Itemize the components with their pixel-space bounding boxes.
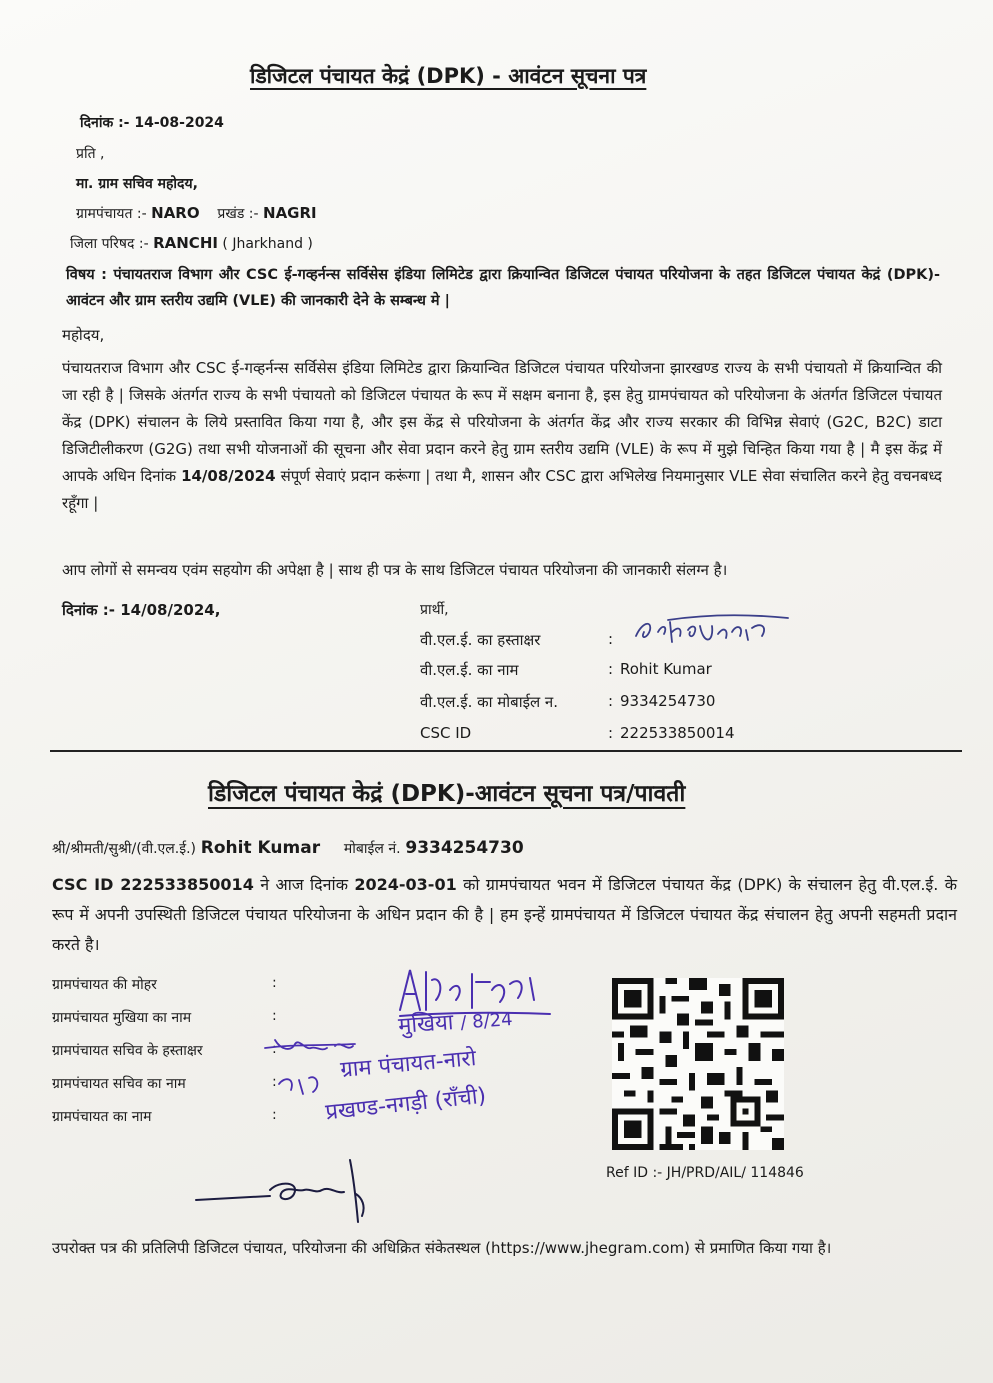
body-text-pre: पंचायतराज विभाग और CSC ई-गव्हर्नन्स सर्विसेस इंडिया लिमिटेड द्वारा क्रियान्वित डिजिटल पंचायत परियोजना झारखण्ड राज्य के सभी पंचायतो में क्रियान्वित की जा रही है | जिसके अंतर्गत राज्य के सभी पंचायतो को डिजिटल पंचायत के रूप में सक्षम बनाना है, इस हेतु ग्रामपंचायत को परियोजना के अंतर्गत डिजिटल पंचायत केंद्र (DPK) संचालन के लिये प्रस्तावित किया गया है, और इस केंद्र से परियोजना के अंतर्गत केंद्र और राज्य सरकार की विभिन्न सेवाएं (G2C, B2C) डाटा डिजिटीलीकरण (G2G) तथा सभी योजनाओं की सूचना और सेवा प्रदान करने हेतु ग्राम स्तरीय उद्यमि (VLE) के रूप में मुझे चिन्हित किया गया है | मै इस केंद्र में आपके अधिन दिनांक	[62, 359, 942, 485]
block-label: प्रखंड :-	[217, 206, 259, 222]
receipt-vle-line	[52, 838, 524, 858]
vle-mobile-label: वी.एल.ई. का मोबाईल न.	[420, 693, 559, 711]
section-divider	[50, 750, 962, 752]
secretary-signature-top	[255, 1028, 405, 1108]
letter-title: डिजिटल पंचायत केद्रं (DPK) - आवंटन सूचना पत्र	[250, 64, 647, 88]
footer-note: उपरोक्त पत्र की प्रतिलिपी डिजिटल पंचायत, परियोजना की अधिक्रित संकेतस्थल (https://www.jhegram.com) से प्रमाणित किया गया है।	[52, 1239, 832, 1257]
body-paragraph	[62, 355, 942, 517]
vle-name-label: वी.एल.ई. का नाम	[420, 661, 519, 679]
salutation: महोदय,	[62, 326, 105, 344]
receipt-text-a: ने आज दिनांक	[260, 875, 348, 894]
stamp-line-3: प्रखण्ड-नगड़ी (राँची)	[324, 1083, 488, 1126]
signoff-date: दिनांक :- 14/08/2024,	[62, 601, 221, 619]
state: ( Jharkhand )	[222, 236, 313, 252]
honorific: श्री/श्रीमती/सुश्री/(वी.एल.ई.)	[52, 841, 196, 857]
vle-mobile-value: 9334254730	[620, 692, 716, 710]
vle-signature-label: वी.एल.ई. का हस्ताक्षर	[420, 631, 541, 649]
block-value: NAGRI	[263, 204, 317, 222]
receipt-text-b: को ग्रामपंचायत भवन में डिजिटल पंचायत केंद्र (DPK) के संचालन हेतु वी.एल.ई. के रूप में अपनी उपस्थिती डिजिटल पंचायत परियोजना के अधिन प्रदान की है | हम इन्हें ग्रामपंचायत में डिजिटल पंचायत केंद्र संचालन हेतु अपनी सहमती प्रदान करते है।	[52, 875, 958, 954]
closing-line: आप लोगों से समन्वय एवंम सहयोग की अपेक्षा है | साथ ही पत्र के साथ डिजिटल पंचायत परियोजना की जानकारी संलग्न है।	[62, 561, 728, 579]
body-date: 14/08/2024	[181, 467, 276, 485]
receipt-vle-name: Rohit Kumar	[200, 838, 321, 858]
colon: :	[272, 1008, 277, 1024]
stamp-date: / 8/24	[459, 1009, 514, 1034]
district-line	[70, 234, 313, 253]
colon: :	[608, 660, 614, 678]
addressee: मा. ग्राम सचिव महोदय,	[76, 176, 198, 192]
receipt-csc-id: CSC ID 222533850014	[52, 875, 254, 894]
qr-code	[612, 978, 784, 1150]
gp-label: ग्रामपंचायत :-	[76, 206, 147, 222]
receipt-mobile-label: मोबाईल नं.	[343, 841, 401, 857]
field-secretary-name: ग्रामपंचायत सचिव का नाम	[52, 1076, 186, 1092]
gram-panchayat-line	[76, 204, 317, 223]
field-gp-seal: ग्रामपंचायत की मोहर	[52, 977, 157, 993]
stamp-line-1: मुखिया / 8/24	[397, 1009, 514, 1039]
csc-id-label: CSC ID	[420, 724, 472, 742]
body-text-post: संपूर्ण सेवाएं प्रदान करूंगा | तथा मै, शासन और CSC द्वारा अभिलेख नियमानुसार VLE सेवा संचालित करने हेतु वचनबध्द रहूँगा |	[62, 467, 942, 512]
letter-date: दिनांक :- 14-08-2024	[80, 115, 224, 131]
colon: :	[272, 975, 277, 991]
colon: :	[272, 1107, 277, 1123]
colon: :	[272, 1041, 277, 1057]
field-gp-name: ग्रामपंचायत का नाम	[52, 1109, 152, 1125]
receipt-title: डिजिटल पंचायत केद्रं (DPK)-आवंटन सूचना पत्र/पावती	[208, 781, 686, 807]
colon: :	[608, 692, 614, 710]
to-line: प्रति ,	[76, 146, 105, 162]
receipt-paragraph	[52, 870, 957, 960]
applicant-label: प्रार्थी,	[420, 602, 449, 618]
colon: :	[608, 724, 614, 742]
district-value: RANCHI	[153, 234, 218, 252]
subject: विषय : पंचायतराज विभाग और CSC ई-गव्हर्नन्स सर्विसेस इंडिया लिमिटेड द्वारा क्रियान्वित डिजिटल पंचायत परियोजना के तहत डिजिटल पंचायत केद्रं (DPK)-आवंटन और ग्राम स्तरीय उद्यमि (VLE) की जानकारी देने के सम्बन्ध मे |	[66, 267, 940, 309]
vle-name-value: Rohit Kumar	[620, 660, 712, 678]
colon: :	[272, 1074, 277, 1090]
secretary-signature	[190, 1150, 380, 1230]
field-secretary-signature: ग्रामपंचायत सचिव के हस्ताक्षर	[52, 1043, 203, 1059]
receipt-date: 2024-03-01	[354, 875, 457, 894]
stamp-line-2: ग्राम पंचायत-नारो	[339, 1046, 478, 1083]
colon: :	[608, 630, 614, 648]
csc-id-value: 222533850014	[620, 724, 735, 742]
gp-value: NARO	[151, 204, 200, 222]
receipt-mobile: 9334254730	[405, 838, 524, 858]
field-mukhiya-name: ग्रामपंचायत मुखिया का नाम	[52, 1010, 192, 1026]
vle-signature	[628, 612, 793, 654]
ref-id: Ref ID :- JH/PRD/AIL/ 114846	[606, 1165, 804, 1181]
district-label: जिला परिषद :-	[70, 236, 149, 252]
